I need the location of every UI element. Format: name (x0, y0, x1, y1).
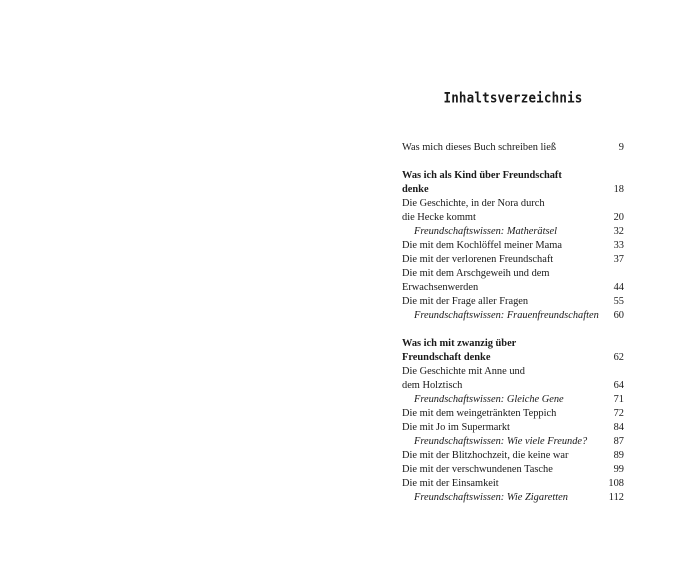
toc-entry-page: 62 (613, 352, 624, 363)
toc-entry-text: Die mit dem weingetränkten Teppich (402, 408, 557, 419)
toc-entry-page: 44 (613, 282, 624, 293)
toc-entry-text: Freundschaftswissen: Matherätsel (414, 226, 558, 237)
toc-section-heading (402, 183, 624, 197)
toc-subentry (402, 393, 624, 407)
toc-entry-text: dem Holztisch (402, 380, 463, 391)
toc-entry-page: 37 (613, 254, 624, 265)
toc-entry (402, 295, 624, 309)
toc-entry-text: Die mit der verlorenen Freundschaft (402, 254, 554, 265)
toc-entry-page: 72 (613, 408, 624, 419)
toc-entry-text: Freundschaftswissen: Frauenfreundschaften (414, 310, 599, 321)
toc-entry-text: die Hecke kommt (402, 212, 476, 223)
toc-entry-text: denke (402, 184, 429, 195)
toc-entry-text: Freundschaft denke (402, 352, 491, 363)
toc-entry-page: 20 (613, 212, 624, 223)
toc-entry (402, 211, 624, 225)
toc-entry (402, 407, 624, 421)
toc-entry-text: Freundschaftswissen: Gleiche Gene (414, 394, 564, 405)
section-gap (402, 323, 624, 337)
toc-subentry (402, 225, 624, 239)
toc-entry-text: Die mit dem Kochlöffel meiner Mama (402, 240, 562, 251)
toc-entry (402, 267, 624, 281)
toc-entry-text: Die mit der Blitzhochzeit, die keine war (402, 450, 569, 461)
toc-entry (402, 365, 624, 379)
toc-entry-page: 71 (613, 394, 624, 405)
toc-entry-text: Was mich dieses Buch schreiben ließ (402, 142, 557, 153)
toc-entry (402, 253, 624, 267)
toc-entry (402, 421, 624, 435)
toc-entry (402, 477, 624, 491)
toc-entry-page: 84 (613, 422, 624, 433)
toc-entry-text: Die mit der verschwundenen Tasche (402, 464, 553, 475)
toc-entry (402, 463, 624, 477)
toc-entry-page: 33 (613, 240, 624, 251)
toc-entry-text: Was ich mit zwanzig über (402, 338, 517, 349)
toc-section-heading (402, 351, 624, 365)
toc-subentry (402, 309, 624, 323)
toc-entry-page: 99 (613, 464, 624, 475)
table-of-contents (402, 141, 624, 505)
toc-entry-page: 55 (613, 296, 624, 307)
toc-entry-text: Erwachsenwerden (402, 282, 479, 293)
toc-entry-text: Die mit Jo im Supermarkt (402, 422, 510, 433)
toc-entry-page: 108 (608, 478, 624, 489)
toc-entry-text: Was ich als Kind über Freundschaft (402, 170, 562, 181)
toc-entry (402, 239, 624, 253)
toc-entry-page: 9 (618, 142, 624, 153)
toc-subentry (402, 491, 624, 505)
toc-subentry (402, 435, 624, 449)
toc-entry-text: Die mit dem Arschgeweih und dem (402, 268, 550, 279)
toc-entry (402, 281, 624, 295)
toc-entry-text: Die Geschichte, in der Nora durch (402, 198, 545, 209)
toc-entry-page: 87 (613, 436, 624, 447)
toc-entry-page: 64 (613, 380, 624, 391)
toc-section-heading (402, 337, 624, 351)
toc-entry (402, 449, 624, 463)
toc-entry-page: 112 (608, 492, 624, 503)
toc-entry-page: 18 (613, 184, 624, 195)
toc-entry-page: 32 (613, 226, 624, 237)
toc-entry-text: Freundschaftswissen: Wie Zigaretten (414, 492, 568, 503)
toc-entry-text: Die mit der Einsamkeit (402, 478, 499, 489)
toc-section-heading (402, 169, 624, 183)
toc-entry-text: Die mit der Frage aller Fragen (402, 296, 529, 307)
toc-entry (402, 141, 624, 155)
toc-entry (402, 197, 624, 211)
section-gap (402, 155, 624, 169)
toc-entry-text: Freundschaftswissen: Wie viele Freunde? (414, 436, 588, 447)
toc-entry-page: 60 (613, 310, 624, 321)
toc-entry-text: Die Geschichte mit Anne und (402, 366, 525, 377)
toc-entry (402, 379, 624, 393)
page-title: Inhaltsverzeichnis (443, 88, 583, 107)
toc-entry-page: 89 (613, 450, 624, 461)
